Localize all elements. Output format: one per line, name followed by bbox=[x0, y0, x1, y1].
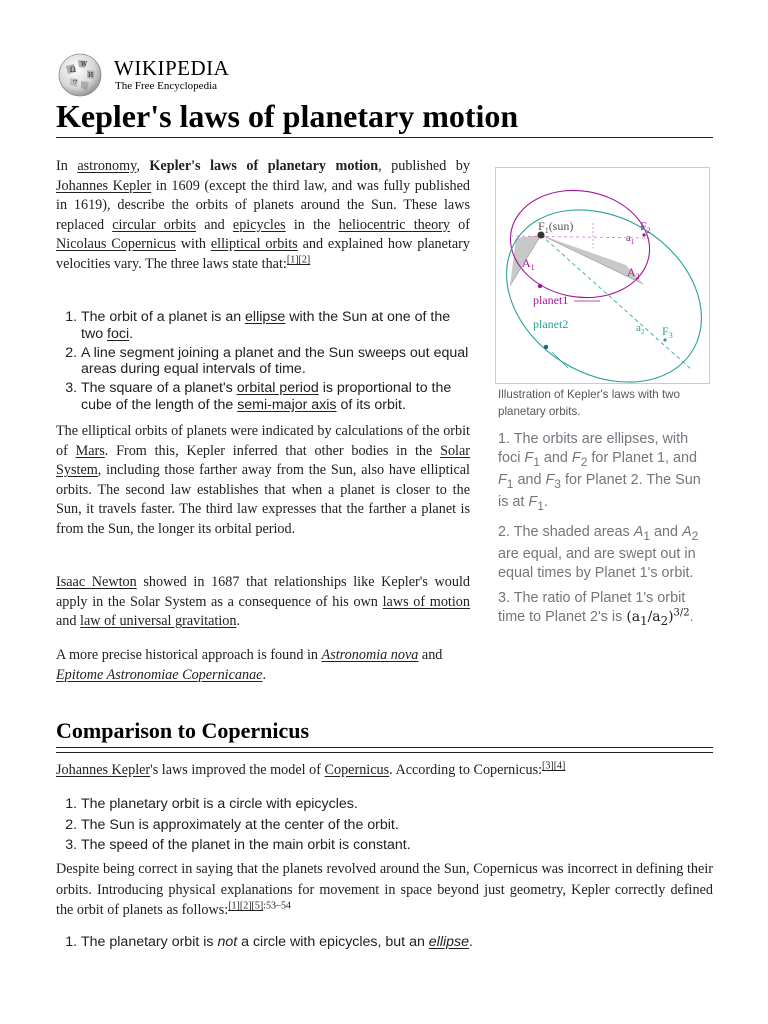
link-ellipse[interactable]: ellipse bbox=[428, 934, 470, 950]
link-foci[interactable]: foci bbox=[107, 325, 130, 342]
lead-text: of bbox=[449, 216, 470, 233]
caption-point-1: 1. The orbits are ellipses, with foci $F_1$ and $F_2$ for Planet 1, and $F_1$ and $F_3$ for Planet 2. The Sun is at $F_1$. bbox=[498, 431, 701, 514]
para-text: 's laws improved the model of bbox=[150, 762, 325, 778]
list-text: A line segment joining a planet and the Sun sweeps out equal areas during equal intervals of time. bbox=[81, 344, 469, 377]
lead-text: and bbox=[196, 216, 233, 233]
link-elliptical-orbits[interactable]: elliptical orbits bbox=[210, 236, 298, 252]
link-johannes-kepler[interactable]: Johannes Kepler bbox=[56, 762, 151, 778]
link-orbital-period[interactable]: orbital period bbox=[236, 380, 319, 396]
newton-paragraph bbox=[56, 573, 470, 632]
figure-explanation bbox=[498, 430, 712, 637]
link-universal-gravitation[interactable]: law of universal gravitation bbox=[80, 613, 237, 629]
link-astronomia-nova[interactable]: Astronomia nova bbox=[321, 647, 419, 663]
list-item: 2. The Sun is approximately at the center of the orbit. bbox=[81, 816, 713, 834]
para-text: . bbox=[262, 666, 267, 683]
figure-caption: Illustration of Kepler's laws with two planetary orbits. bbox=[498, 388, 680, 418]
citation-ref[interactable]: [1][2][5] bbox=[228, 900, 264, 912]
link-astronomy[interactable]: astronomy bbox=[77, 158, 137, 174]
label-f2: $F_2$ bbox=[640, 219, 651, 235]
section-divider bbox=[56, 747, 713, 748]
section-divider bbox=[56, 752, 713, 753]
orbits-diagram bbox=[496, 168, 709, 383]
list-item: 3. The speed of the planet in the main orbit is constant. bbox=[81, 836, 713, 854]
list-text: The square of a planet's bbox=[81, 380, 237, 396]
site-header bbox=[56, 52, 716, 96]
link-epitome[interactable]: Epitome Astronomiae Copernicanae bbox=[56, 666, 263, 683]
link-ellipse[interactable]: ellipse bbox=[245, 309, 286, 325]
list-item bbox=[81, 345, 470, 378]
page-title: Kepler's laws of planetary motion bbox=[56, 98, 519, 134]
planet2-marker bbox=[544, 345, 548, 349]
label-a2: $a_2$ bbox=[636, 322, 645, 336]
link-solar-system[interactable]: Solar System bbox=[56, 442, 471, 478]
list-text: . bbox=[129, 325, 134, 342]
list-text: The orbit of a planet is an bbox=[81, 309, 246, 325]
kepler-correction-paragraph bbox=[56, 859, 713, 921]
para-text: A more precise historical approach is found in bbox=[56, 647, 322, 663]
kepler-orbits-figure[interactable] bbox=[495, 167, 710, 384]
planet1-marker bbox=[538, 284, 542, 288]
list-text: with the Sun at one of the two bbox=[81, 309, 451, 342]
list-item: 1. The planetary orbit is a circle with epicycles. bbox=[81, 795, 713, 813]
link-mars[interactable]: Mars bbox=[75, 442, 105, 459]
para-text: Despite being correct in saying that the planets revolved around the Sun, Copernicus was incorrect in defining their orbits. Introducing physical explanations for movement in space beyond just geometry, Kepler correctly defined the orbit of planets as follows: bbox=[56, 861, 713, 918]
svg-text:И: И bbox=[88, 72, 94, 79]
link-johannes-kepler[interactable]: Johannes Kepler bbox=[56, 177, 152, 194]
label-A2: $A_2$ bbox=[627, 265, 640, 281]
lead-text: , bbox=[136, 158, 150, 174]
para-text: . From this, Kepler inferred that other bodies in the bbox=[104, 442, 441, 459]
copernicus-list bbox=[56, 795, 713, 857]
citation-pages: :53–54 bbox=[263, 900, 291, 912]
label-planet2: planet2 bbox=[533, 317, 569, 331]
caption-point-2: 2. The shaded areas $A_1$ and $A_2$ are equal, and are swept out in equal times by Planet 1's orbit. bbox=[498, 523, 699, 581]
para-text: and bbox=[56, 613, 81, 629]
kepler-orbit-list bbox=[56, 933, 713, 954]
lead-text: In bbox=[56, 158, 78, 174]
label-A1: $A_1$ bbox=[522, 256, 535, 272]
para-text: . According to Copernicus: bbox=[389, 762, 543, 778]
list-text: is proportional to the cube of the length of the bbox=[81, 380, 452, 413]
lead-bold-term: Kepler's laws of planetary motion bbox=[149, 158, 379, 174]
list-item: 1. The planetary orbit is not a circle with epicycles, but an ellipse. bbox=[81, 933, 713, 951]
para-text: and bbox=[418, 647, 443, 663]
historical-paragraph bbox=[56, 646, 470, 685]
label-f3: $F_3$ bbox=[662, 324, 673, 340]
list-item bbox=[81, 380, 470, 413]
title-divider bbox=[56, 137, 713, 138]
svg-text:W: W bbox=[81, 61, 88, 68]
elliptical-orbits-paragraph bbox=[56, 422, 470, 539]
lead-text: with bbox=[175, 236, 211, 252]
link-epicycles[interactable]: epicycles bbox=[232, 216, 286, 233]
comparison-intro-paragraph bbox=[56, 761, 713, 781]
lead-paragraph bbox=[56, 157, 470, 274]
para-text: , including those farther away from the Sun, also have elliptical orbits. The second law establishes that when a planet is closer to the Sun, it travels faster. The third law expresses that the farther a planet is from the Sun, the longer its orbital period. bbox=[56, 462, 470, 537]
lead-text: , published by bbox=[378, 158, 470, 174]
wikipedia-tagline: The Free Encyclopedia bbox=[115, 80, 218, 92]
lead-text: and explained how planetary velocities vary. The three laws state that: bbox=[56, 236, 470, 272]
lead-text: in the bbox=[285, 216, 339, 233]
kepler-laws-list bbox=[56, 309, 470, 416]
citation-ref[interactable]: [1][2] bbox=[286, 253, 311, 265]
link-circular-orbits[interactable]: circular orbits bbox=[112, 216, 197, 233]
label-a1: $a_1$ bbox=[626, 232, 635, 246]
citation-ref[interactable]: [3][4] bbox=[542, 760, 566, 772]
planet2-arrow bbox=[552, 352, 568, 368]
link-heliocentric-theory[interactable]: heliocentric theory bbox=[338, 216, 450, 233]
svg-text:Ω: Ω bbox=[70, 66, 76, 74]
planet2-orbit bbox=[496, 175, 709, 383]
f2-marker bbox=[642, 233, 645, 236]
para-text: . bbox=[236, 613, 241, 629]
para-text: showed in 1687 that relationships like Kepler's would apply in the Solar System as a consequence of his own bbox=[56, 574, 470, 610]
para-text: The elliptical orbits of planets were indicated by calculations of the orbit of bbox=[56, 423, 470, 459]
section-heading-comparison: Comparison to Copernicus bbox=[56, 718, 310, 743]
link-copernicus[interactable]: Copernicus bbox=[324, 762, 390, 778]
link-isaac-newton[interactable]: Isaac Newton bbox=[56, 574, 137, 590]
link-laws-of-motion[interactable]: laws of motion bbox=[382, 593, 470, 610]
list-text: of its orbit. bbox=[336, 396, 406, 413]
list-item bbox=[81, 309, 470, 342]
f3-marker bbox=[663, 338, 666, 341]
lead-text: in 1609 (except the third law, and was fully published in 1619), describe the orbits of planets around the Sun. These laws replaced bbox=[56, 177, 470, 233]
link-nicolaus-copernicus[interactable]: Nicolaus Copernicus bbox=[56, 236, 176, 252]
caption-point-3: 3. The ratio of Planet 1's orbit time to Planet 2's is $(a_1/a_2)^{3/2}$. bbox=[498, 590, 694, 628]
label-planet1: planet1 bbox=[533, 293, 569, 307]
link-semi-major-axis[interactable]: semi-major axis bbox=[237, 396, 337, 413]
wikipedia-globe-logo-icon[interactable] bbox=[56, 52, 106, 98]
label-f1: $F_1(sun)$ bbox=[538, 219, 574, 235]
wikipedia-wordmark[interactable]: WIKIPEDIA bbox=[114, 56, 230, 80]
svg-text:ウ: ウ bbox=[72, 79, 79, 86]
